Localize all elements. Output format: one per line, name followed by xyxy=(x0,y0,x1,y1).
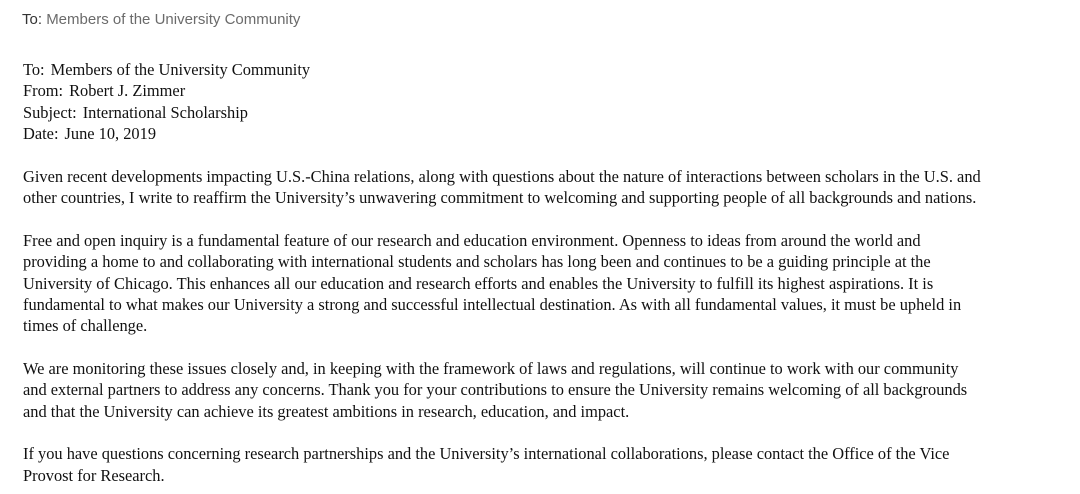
paragraph-line: providing a home to and collaborating with international students and scholars has long been and continues to be a guiding principle at the xyxy=(23,252,931,272)
paragraph-line: If you have questions concerning research partnerships and the University’s international collaborations, please contact the Office of the Vice xyxy=(23,444,950,464)
paragraph-line: times of challenge. xyxy=(23,316,148,336)
paragraph-line: Free and open inquiry is a fundamental feature of our research and education environment. Openness to ideas from around the world and xyxy=(23,230,921,250)
memo-subject-value: International Scholarship xyxy=(82,102,248,122)
paragraph-line: Given recent developments impacting U.S.-China relations, along with questions about the nature of interactions between scholars in the U.S. and xyxy=(23,166,981,186)
email-to-label: To: xyxy=(22,11,43,28)
memo-to-value: Members of the University Community xyxy=(50,60,311,79)
memo-from-label: From: xyxy=(23,81,64,101)
paragraph-line: and external partners to address any concerns. Thank you for your contributions to ensure the University remains welcoming of all backgrounds xyxy=(23,380,968,400)
memo-document xyxy=(23,59,1073,486)
paragraph-line: Provost for Research. xyxy=(23,465,165,485)
email-to-header xyxy=(22,11,300,28)
paragraph-monitoring xyxy=(23,358,1073,422)
paragraph-line: fundamental to what makes our University a strong and successful intellectual destination. As with all fundamental values, it must be upheld in xyxy=(23,295,962,315)
paragraph-contact xyxy=(23,443,1073,486)
paragraph-open-inquiry xyxy=(23,230,1073,337)
memo-subject-line xyxy=(23,102,1073,123)
memo-date-label: Date: xyxy=(23,124,59,144)
email-to-recipient: Members of the University Community xyxy=(46,11,301,28)
memo-from-value: Robert J. Zimmer xyxy=(69,81,186,101)
memo-date-value: June 10, 2019 xyxy=(64,124,157,144)
paragraph-line: and that the University can achieve its greatest ambitions in research, education, and impact. xyxy=(23,401,630,421)
memo-subject-label: Subject: xyxy=(23,102,77,122)
memo-from-line xyxy=(23,80,1073,101)
paragraph-line: other countries, I write to reaffirm the University’s unwavering commitment to welcoming and supporting people of all backgrounds and nations. xyxy=(23,188,977,208)
memo-to-label: To: xyxy=(23,60,45,79)
paragraph-line: We are monitoring these issues closely and, in keeping with the framework of laws and regulations, will continue to work with our community xyxy=(23,359,959,379)
memo-to-line xyxy=(23,59,1073,80)
memo-date-line xyxy=(23,123,1073,144)
paragraph-reaffirm xyxy=(23,166,1073,209)
paragraph-line: University of Chicago. This enhances all our education and research efforts and enables the University to fulfill its highest aspirations. It is xyxy=(23,273,934,293)
